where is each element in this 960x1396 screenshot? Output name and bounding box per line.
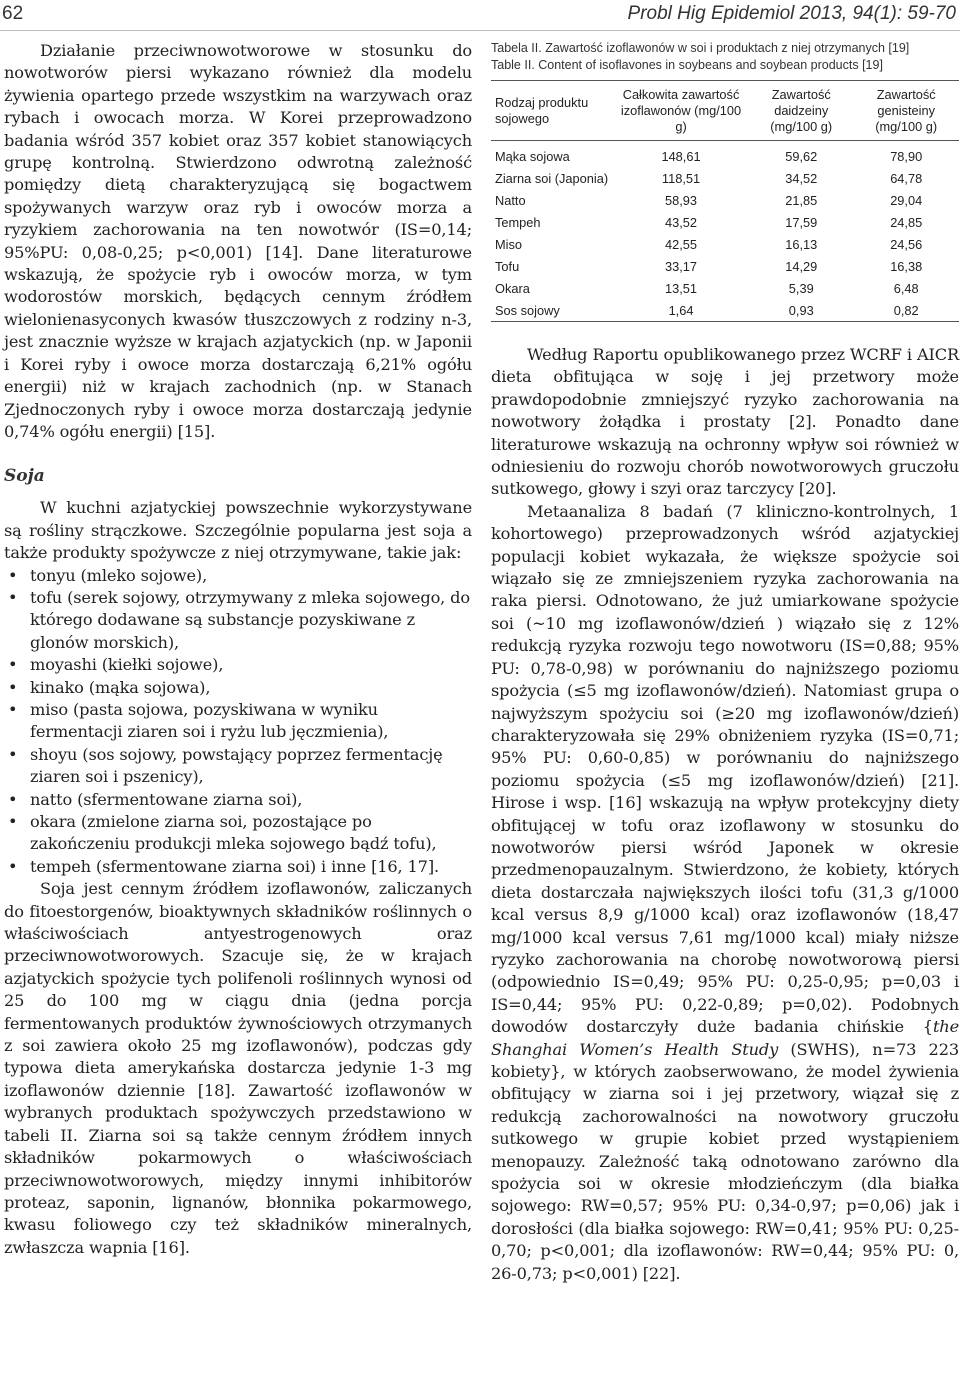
table-cell-value: 148,61 [661,148,701,164]
table-cell-value: 43,52 [665,214,698,230]
list-item [4,699,472,744]
table-caption-pl: Tabela II. Zawartość izoflawonów w soi i produktach z niej otrzymanych [19] [491,41,910,55]
table-cell-value: 1,64 [668,302,694,318]
right-column [491,40,959,1285]
header-genistein: Zawartość genisteiny (mg/100 g) [875,87,938,134]
table-cell-value: 64,78 [890,170,923,186]
table-cell-value: 42,55 [665,236,698,252]
bullet-icon: • [8,677,18,697]
table-cell-value: 5,39 [788,280,814,296]
metaanalysis-text: Metaanaliza 8 badań (7 kliniczno-kontrolnych, 1 kohortowego) przeprowadzonych wśród azjatyckiej populacji kobiet wykazała, że większe spożycie soi wiązało się ze zmniejszeniem ryzyka zachorowania na raka piersi. Odnotowano, że już umiarkowane spożycie soi (~10 mg izoflawonów/dzień ) wiązało się z 12% redukcją ryzyka rozwoju tego nowotworu (IS=0,88; 95% PU: 0,78-0,98) w porównaniu do najniższego poziomu spożycia (≤5 mg izoflawonów/dzień). Natomiast grupa o najwyższym spożyciu soi (≥20 mg izoflawonów/dzień) charakteryzowała się 29% obniżeniem ryzyka (IS=0,71; 95% PU: 0,60-0,85) w porównaniu do najniższego poziomu spożycia (≤5 mg izoflawonów/dzień) [21]. Hirose i wsp. [16] wskazują na wpływ protekcyjny diety obfitującej w tofu oraz izoflawony w stosunku do nowotworów piersi wśród Japonek w okresie przedmenopauzalnym. Stwierdzono, że kobiety, których dieta dostarczała największych ilości tofu (31,3 g/1000 kcal versus 8,9 g/1000 kcal) oraz izoflawonów (18,47 mg/1000 kcal versus 7,61 mg/1000 kcal) miały niższe ryzyko zachorowania na chorobę nowotworową piersi (odpowiednio IS=0,49; 95% PU: 0,25-0,95; p=0,03 i IS=0,44; 95% PU: 0,22-0,89; p=0,02). Podobnych dowodów dostarczyły duże badania chińskie { [491,501,959,1037]
list-item-text: natto (sfermentowane ziarna soi), [30,789,303,809]
table-cell-product: Natto [495,192,526,208]
list-item [4,654,472,676]
table-row [491,141,959,168]
metaanalysis-text-end: (SWHS), n=73 223 kobiety}, w których zaobserwowano, że model żywienia obfitujący w ziarna soi i jej przetwory, wiązał się z redukcją zachorowalności na nowotwory gruczołu sutkowego w grupie kobiet przed wystąpieniem menopauzy. Zależność taką odnotowano zarówno dla spożycia soi w okresie młodzieńczym (dla białka sojowego: RW=0,57; 95% PU: 0,34-0,97; p=0,06) jak i dorosłości (dla białka sojowego: RW=0,41; 95% PU: 0,25-0,70; p<0,001; dla izoflawonów: RW=0,44; 95% PU: 0, 26-0,73; p<0,001) [22]. [491,1039,959,1283]
paragraph-isoflavones: Soja jest cennym źródłem izoflawonów, zaliczanych do fitoestorgenów, bioaktywnych składników roślinnych o właściwościach antyestrogenowych oraz przeciwnowotworowych. Szacuje się, że w krajach azjatyckich spożycie tych polifenoli roślinnych wynosi od 25 do 100 mg w ciągu dnia (jedna porcja fermentowanych produktów żywnościowych otrzymanych z soi zawiera około 25 mg izoflawonów), podczas gdy typowa dieta amerykańska dostarcza jedynie 1-3 mg izoflawonów dziennie [18]. Zawartość izoflawonów w wybranych produktach spożywczych przedstawiono w tabeli II. Ziarna soi są także cennym źródłem innych składników pokarmowych o właściwościach przeciwnowotworowych, między innymi inhibitorów proteaz, saponin, lignanów, błonnika pokarmowego, kwasu foliowego czy też składników mineralnych, zwłaszcza wapnia [16]. [4,879,472,1257]
list-item [4,744,472,789]
list-item-text: tempeh (sfermentowane ziarna soi) i inne [16, 17]. [30,856,439,876]
list-item-text: kinako (mąka sojowa), [30,677,211,697]
bullet-icon: • [8,565,18,585]
table-cell-value: 16,38 [890,258,923,274]
table-row [491,277,959,299]
list-item-text: tofu (serek sojowy, otrzymywany z mleka sojowego, do którego dodawane są substancje pozyskiwane z glonów morskich), [30,587,470,652]
paragraph-wcrf-report: Według Raportu opublikowanego przez WCRF i AICR dieta obfitująca w soję i jej przetwory może prawdopodobnie zmniejszyć ryzyko zachorowania na nowotwory żołądka i prostaty [2]. Ponadto dane literaturowe wskazują na ochronny wpływ soi również w odniesieniu do rozwoju chorób nowotworowych gruczołu sutkowego, głowy i szyi oraz tarczycy [20]. [491,345,959,499]
list-item [4,677,472,699]
list-item-text: miso (pasta sojowa, pozyskiwana w wyniku fermentacji ziaren soi i ryżu lub jęczmienia), [30,699,389,742]
table-body [491,141,959,322]
table-row [491,211,959,233]
table-cell-product: Miso [495,236,523,252]
table-cell-product: Ziarna soi (Japonia) [495,170,609,186]
bullet-icon: • [8,789,18,809]
table-cell-value: 0,93 [788,302,814,318]
table-cell-value: 33,17 [665,258,698,274]
table-cell-value: 34,52 [785,170,818,186]
list-item-text: okara (zmielone ziarna soi, pozostające po zakończeniu produkcji mleka sojowego bądź tofu), [30,812,437,854]
list-item-text: moyashi (kiełki sojowe), [30,655,224,675]
soy-products-list [4,565,472,879]
table-cell-value: 14,29 [785,258,818,274]
header-product-type: Rodzaj produktu sojowego [495,95,589,126]
table-cell-value: 6,48 [893,280,919,296]
journal-reference: Probl Hig Epidemiol 2013, 94(1): 59-70 [627,3,956,24]
table-cell-value: 24,85 [890,214,923,230]
list-item [4,789,472,811]
left-column [4,40,472,1259]
table-row [491,255,959,277]
bullet-icon: • [8,587,18,607]
header-total-isoflavones: Całkowita zawartość izoflawonów (mg/100 g) [620,87,742,134]
table-row [491,299,959,322]
table-cell-value: 17,59 [785,214,818,230]
header-daidzein: Zawartość daidzeiny (mg/100 g) [770,87,833,134]
table-row [491,189,959,211]
table-cell-value: 13,51 [665,280,698,296]
study-name: the Shanghai Women’s Health Study [491,1017,959,1059]
page-header [0,0,960,31]
table-cell-value: 29,04 [890,192,923,208]
table-cell-product: Mąka sojowa [495,148,570,164]
table-cell-value: 118,51 [661,170,701,186]
table-cell-value: 16,13 [785,236,818,252]
page-number: 62 [2,3,24,24]
table-header-row [491,81,959,141]
bullet-icon: • [8,655,18,675]
table-cell-value: 58,93 [665,192,698,208]
table-cell-product: Tofu [495,258,520,274]
table-cell-value: 59,62 [785,148,818,164]
table-cell-value: 24,56 [890,236,923,252]
bullet-icon: • [8,812,18,831]
list-item [4,856,472,878]
list-item-text: tonyu (mleko sojowe), [30,565,208,585]
list-item [4,565,472,587]
table-cell-value: 0,82 [893,302,919,318]
list-item [4,587,472,654]
paragraph-korea-study: Działanie przeciwnowotworowe w stosunku do nowotworów piersi wykazano również dla modelu żywienia opartego przede wszystkim na warzywach oraz rybach i owocach morza. W Korei przeprowadzono badania wśród 357 kobiet oraz 357 kobiet stanowiących grupę kontrolną. Stwierdzono odwrotną zależność pomiędzy dietą charakteryzującą się bogactwem spożywanych warzyw oraz ryb i owoców morza a ryzykiem zachorowania na ten nowotwór (IS=0,14; 95%PU: 0,08-0,25; p<0,001) [14]. Dane literaturowe wskazują, że spożycie ryb i owoców morza, w tym wodorostów morskich, będących cennym źródłem wielonienasyconych kwasów tłuszczowych z rodziny n-3, jest znacznie wyższe w krajach azjatyckich (np. w Japonii i Korei ryby i owoce morza dostarczają 6,21% ogółu energii) niż w krajach zachodnich (np. w Stanach Zjednoczonych ryby i owoce morza dostarczają jedynie 0,74% ogółu energii) [15]. [4,41,472,441]
bullet-icon: • [8,699,18,719]
bullet-icon: • [8,856,18,876]
paragraph-legumes: W kuchni azjatyckiej powszechnie wykorzystywane są rośliny strączkowe. Szczególnie popularna jest soja a także produkty spożywcze z niej otrzymywane, takie jak: [4,498,472,563]
table-cell-product: Sos sojowy [495,302,560,318]
table-cell-product: Okara [495,280,530,296]
table-cell-value: 21,85 [785,192,818,208]
section-title-soja: Soja [4,466,45,487]
bullet-icon: • [8,744,18,764]
table-row [491,233,959,255]
isoflavone-table [491,80,959,322]
list-item [4,811,472,856]
list-item-text: shoyu (sos sojowy, powstający poprzez fermentację ziaren soi i pszenicy), [30,744,443,787]
paragraph-metaanalysis [491,501,959,1285]
table-row [491,167,959,189]
table-cell-product: Tempeh [495,214,541,230]
table-cell-value: 78,90 [890,148,923,164]
table-caption-en: Table II. Content of isoflavones in soybeans and soybean products [19] [491,58,883,72]
